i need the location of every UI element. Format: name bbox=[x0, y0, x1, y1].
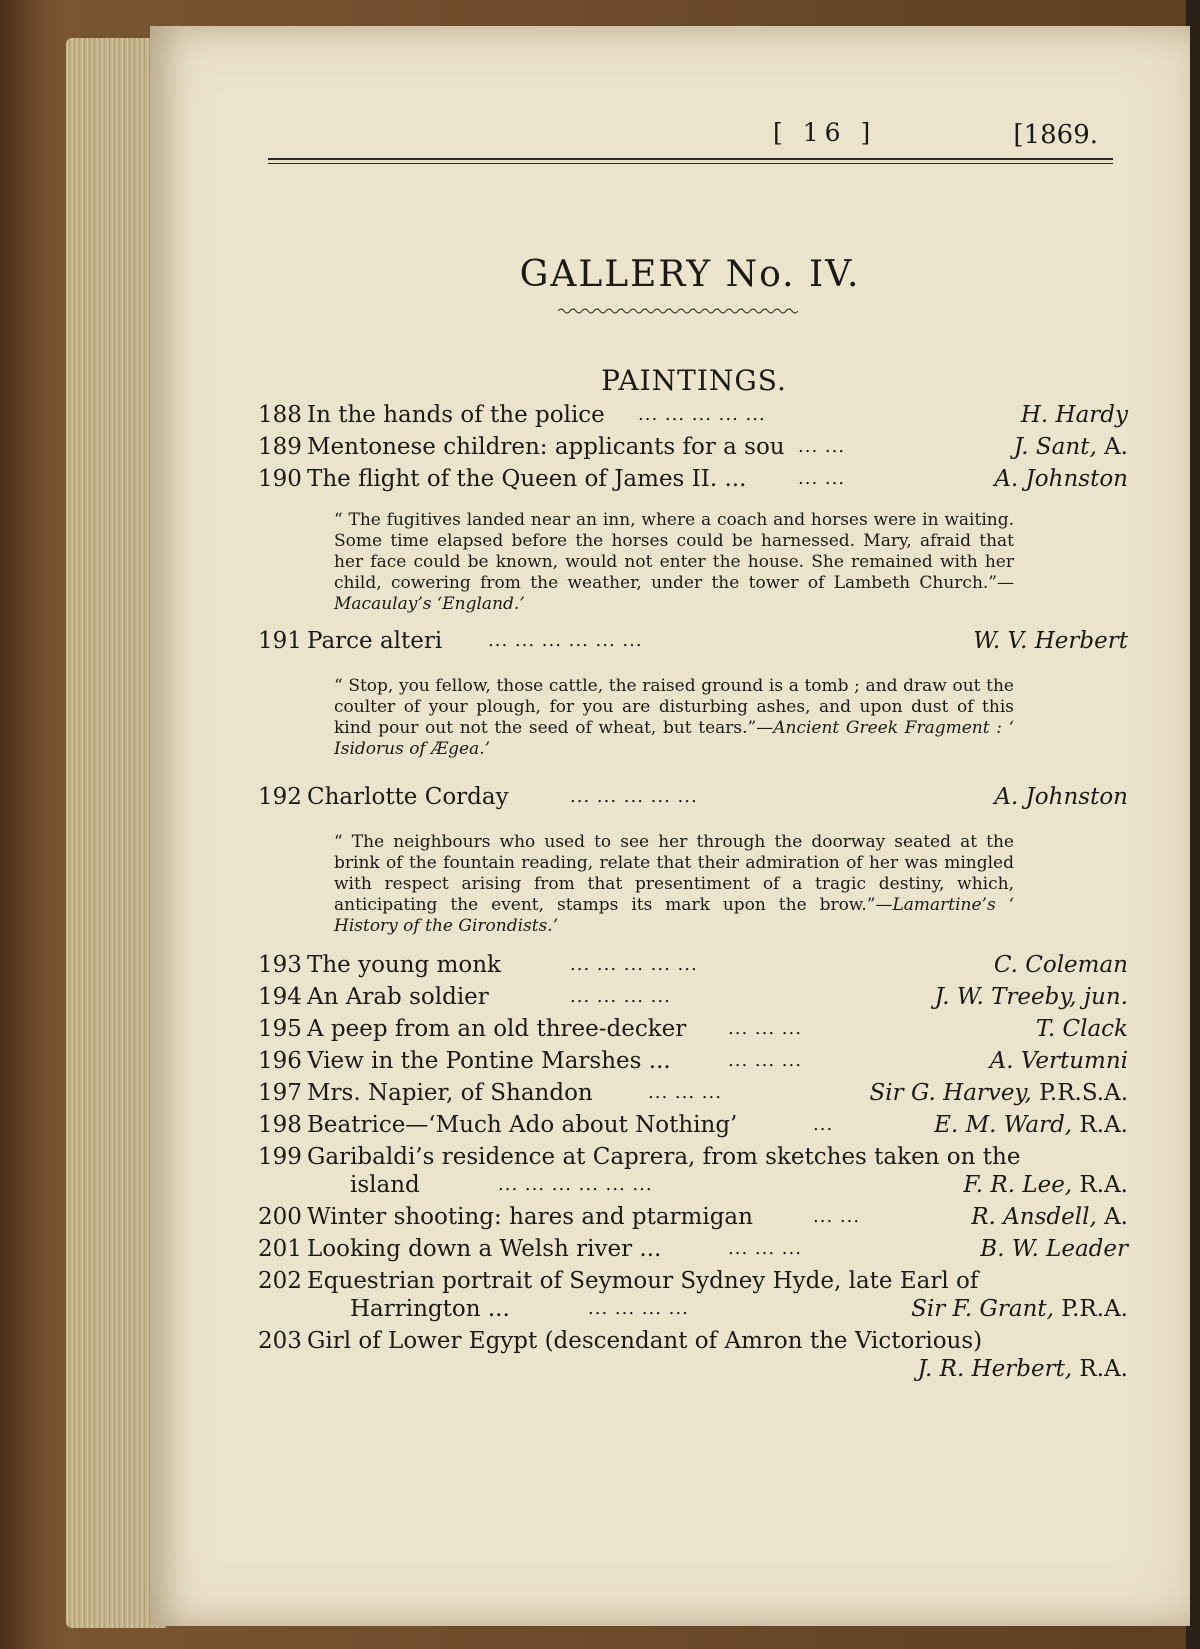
leader-dots: ... ... ... bbox=[728, 1238, 802, 1259]
leader-dots: ... bbox=[813, 1114, 834, 1135]
artist-name: E. M. Ward, bbox=[934, 1112, 1073, 1138]
artist-name: J. R. Herbert, bbox=[917, 1356, 1073, 1382]
entry-number: 196 bbox=[258, 1048, 302, 1074]
catalogue-entry bbox=[258, 1112, 1128, 1144]
book-page bbox=[150, 26, 1190, 1626]
entry-number: 197 bbox=[258, 1080, 302, 1106]
entry-number: 188 bbox=[258, 402, 302, 428]
leader-dots: ... ... ... ... ... ... bbox=[488, 630, 643, 651]
entry-number: 193 bbox=[258, 952, 302, 978]
entry-number: 189 bbox=[258, 434, 302, 460]
catalogue-entry bbox=[258, 1080, 1128, 1112]
entry-artist bbox=[994, 952, 1128, 978]
leader-dots: ... ... ... ... ... bbox=[570, 954, 698, 975]
artist-name: A. Johnston bbox=[994, 784, 1128, 810]
artist-name: J. W. Treeby, jun. bbox=[934, 984, 1128, 1010]
quote-source: Ancient Greek Fragment : ‘ Isidorus of Ægea.’ bbox=[334, 718, 1014, 759]
artist-name: B. W. Leader bbox=[980, 1236, 1128, 1262]
entry-artist bbox=[971, 1204, 1128, 1230]
entry-title: The flight of the Queen of James II. ... bbox=[307, 466, 747, 492]
entry-artist bbox=[1021, 402, 1128, 428]
entry-title: Equestrian portrait of Seymour Sydney Hyde, late Earl of bbox=[307, 1268, 979, 1294]
quote-text: “ The fugitives landed near an inn, where a coach and horses were in waiting. Some time elapsed before the horses could be harnessed. Mary, afraid that her face could be known, would not enter the house. She remained with her child, cowering from the weather, under the tower of Lambeth Church.”— bbox=[334, 510, 1014, 593]
catalogue-entry bbox=[258, 784, 1128, 816]
entry-title: Mrs. Napier, of Shandon bbox=[307, 1080, 593, 1106]
artist-name: R. Ansdell, bbox=[971, 1204, 1097, 1230]
entry-number: 190 bbox=[258, 466, 302, 492]
entry-artist bbox=[980, 1236, 1128, 1262]
entry-artist bbox=[1014, 434, 1128, 460]
quote-text: “ The neighbours who used to see her through the doorway seated at the brink of the fountain reading, relate that their admiration of her was mingled with respect arising from that presentiment of a tragic destiny, which, anticipating the event, stamps its mark upon the brow.”— bbox=[334, 832, 1014, 915]
leader-dots: ... ... ... bbox=[648, 1082, 722, 1103]
entry-title: Looking down a Welsh river ... bbox=[307, 1236, 662, 1262]
entry-title: An Arab soldier bbox=[307, 984, 489, 1010]
artist-name: Sir G. Harvey, bbox=[869, 1080, 1032, 1106]
entry-quote bbox=[334, 510, 1014, 615]
entry-title: In the hands of the police bbox=[307, 402, 605, 428]
entry-artist bbox=[935, 984, 1128, 1010]
artist-suffix: A. bbox=[1096, 434, 1128, 460]
quote-source: Lamartine’s ‘ History of the Girondists.’ bbox=[334, 895, 1014, 936]
entry-title: Girl of Lower Egypt (descendant of Amron the Victorious) bbox=[307, 1328, 983, 1354]
catalogue-entry bbox=[258, 984, 1128, 1016]
artist-name: H. Hardy bbox=[1020, 402, 1128, 428]
leader-dots: ... ... ... ... ... bbox=[638, 404, 766, 425]
entry-artist bbox=[918, 1356, 1128, 1382]
catalogue-entry bbox=[258, 402, 1128, 434]
leader-dots: ... ... bbox=[798, 436, 846, 457]
artist-name: T. Clack bbox=[1035, 1016, 1128, 1042]
entry-title: A peep from an old three-decker bbox=[307, 1016, 687, 1042]
catalogue-entry-continuation bbox=[258, 1296, 1128, 1328]
entry-number: 198 bbox=[258, 1112, 302, 1138]
entry-number: 192 bbox=[258, 784, 302, 810]
entry-title: View in the Pontine Marshes ... bbox=[307, 1048, 671, 1074]
artist-suffix: P.R.A. bbox=[1054, 1296, 1128, 1322]
entry-number: 200 bbox=[258, 1204, 302, 1230]
artist-suffix: R.A. bbox=[1072, 1112, 1128, 1138]
catalogue-entry-continuation bbox=[258, 1356, 1128, 1388]
entry-title: Charlotte Corday bbox=[307, 784, 509, 810]
entry-number: 195 bbox=[258, 1016, 302, 1042]
artist-suffix: R.A. bbox=[1072, 1356, 1128, 1382]
catalogue-entry bbox=[258, 628, 1128, 660]
entry-artist bbox=[994, 784, 1128, 810]
leader-dots: ... ... bbox=[798, 468, 846, 489]
entry-number: 194 bbox=[258, 984, 302, 1010]
header-rule-thin bbox=[268, 163, 1113, 164]
entry-title: Parce alteri bbox=[307, 628, 443, 654]
catalogue-entry bbox=[258, 1016, 1128, 1048]
entry-number: 191 bbox=[258, 628, 302, 654]
entry-artist bbox=[911, 1296, 1128, 1322]
leader-dots: ... ... ... ... ... bbox=[570, 786, 698, 807]
entry-number: 201 bbox=[258, 1236, 302, 1262]
entry-number: 202 bbox=[258, 1268, 302, 1294]
entry-title: Beatrice—‘Much Ado about Nothing’ bbox=[307, 1112, 738, 1138]
entry-artist bbox=[990, 1048, 1128, 1074]
section-title: PAINTINGS. bbox=[601, 364, 787, 397]
artist-name: Sir F. Grant, bbox=[911, 1296, 1054, 1322]
entry-artist bbox=[1036, 1016, 1128, 1042]
gallery-title: GALLERY No. IV. bbox=[519, 254, 861, 295]
catalogue-entry bbox=[258, 1236, 1128, 1268]
catalogue-entry bbox=[258, 434, 1128, 466]
artist-name: A. Vertumni bbox=[989, 1048, 1128, 1074]
entry-title: Winter shooting: hares and ptarmigan bbox=[307, 1204, 753, 1230]
entry-title: Mentonese children: applicants for a sou bbox=[307, 434, 785, 460]
entry-number: 199 bbox=[258, 1144, 302, 1170]
entry-quote bbox=[334, 676, 1014, 760]
entry-title-continuation: island bbox=[350, 1172, 420, 1198]
artist-name: J. Sant, bbox=[1013, 434, 1097, 460]
entry-title: Garibaldi’s residence at Caprera, from sketches taken on the bbox=[307, 1144, 1021, 1170]
entry-title: The young monk bbox=[307, 952, 501, 978]
catalogue-entry bbox=[258, 1204, 1128, 1236]
leader-dots: ... ... ... ... bbox=[570, 986, 671, 1007]
entry-quote bbox=[334, 832, 1014, 937]
artist-name: W. V. Herbert bbox=[973, 628, 1128, 654]
wavy-divider bbox=[558, 306, 798, 316]
entry-artist bbox=[963, 1172, 1128, 1198]
artist-suffix: R.A. bbox=[1072, 1172, 1128, 1198]
artist-name: C. Coleman bbox=[993, 952, 1128, 978]
catalogue-entry bbox=[258, 952, 1128, 984]
entry-number: 203 bbox=[258, 1328, 302, 1354]
entry-artist bbox=[994, 466, 1128, 492]
year-label: [1869. bbox=[1013, 120, 1098, 150]
artist-suffix: P.R.S.A. bbox=[1031, 1080, 1128, 1106]
leader-dots: ... ... ... ... ... ... bbox=[498, 1174, 653, 1195]
artist-suffix: A. bbox=[1096, 1204, 1128, 1230]
leader-dots: ... ... ... bbox=[728, 1018, 802, 1039]
quote-source: Macaulay’s ‘England.’ bbox=[334, 594, 525, 614]
entry-title-continuation: Harrington ... bbox=[350, 1296, 510, 1322]
running-head bbox=[268, 118, 1098, 162]
entry-artist bbox=[870, 1080, 1128, 1106]
page-number: [ 16 ] bbox=[773, 118, 877, 147]
leader-dots: ... ... ... bbox=[728, 1050, 802, 1071]
leader-dots: ... ... ... ... bbox=[588, 1298, 689, 1319]
quote-text: “ Stop, you fellow, those cattle, the raised ground is a tomb ; and draw out the coulter of your plough, for you are disturbing ashes, and upon dust of this kind pour out not the seed of wheat, but tears.”— bbox=[334, 676, 1014, 738]
artist-name: F. R. Lee, bbox=[963, 1172, 1073, 1198]
artist-name: A. Johnston bbox=[994, 466, 1128, 492]
entry-artist bbox=[973, 628, 1128, 654]
catalogue-entry bbox=[258, 466, 1128, 498]
page-content bbox=[150, 26, 1190, 1626]
leader-dots: ... ... bbox=[813, 1206, 861, 1227]
catalogue-entry-continuation bbox=[258, 1172, 1128, 1204]
catalogue-entry bbox=[258, 1048, 1128, 1080]
entry-artist bbox=[934, 1112, 1128, 1138]
header-rule bbox=[268, 158, 1113, 160]
